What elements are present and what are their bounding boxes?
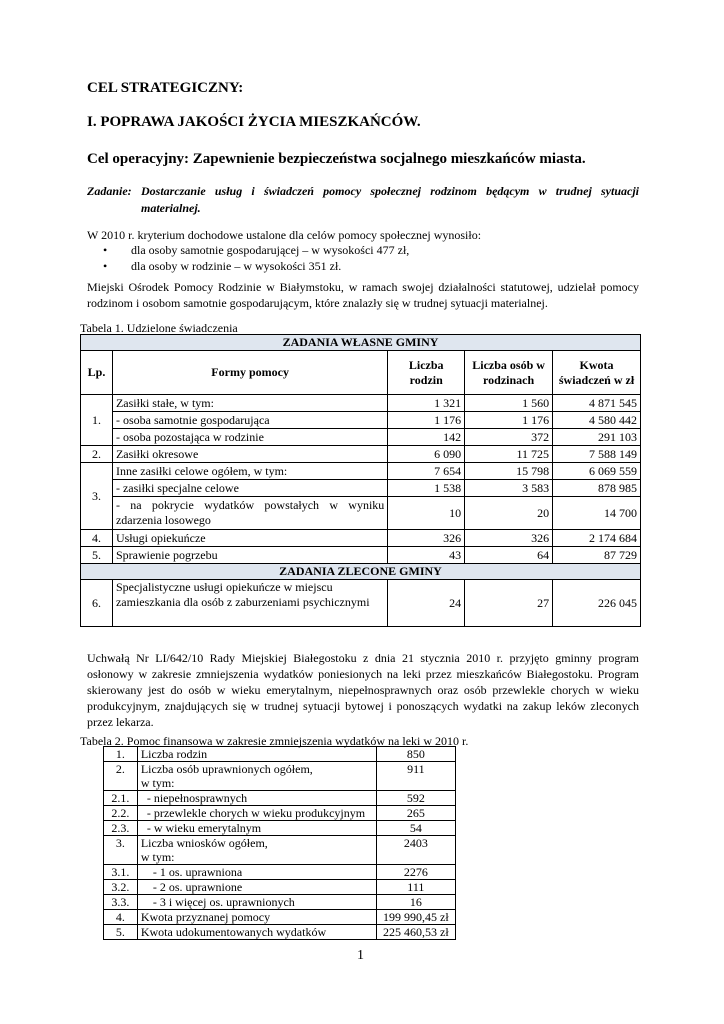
uchwala-paragraph: Uchwałą Nr LI/642/10 Rady Miejskiej Białegostoku z dnia 21 stycznia 2010 r. przyjęto gminny program osłonowy w zakresie zmniejszenia wydatków poniesionych na leki przez mieszkańców Białegostoku. Program skierowany jest do osób w wieku emerytalnym, niepełnosprawnych oraz osób przewlekle chorych w wieku produkcyjnym, znajdujących się w trudnej sytuacji bytowej i ponoszących wydatki na zakup leków zleconych przez lekarza.	[87, 651, 639, 729]
header-lp: Lp.	[81, 351, 113, 395]
row-lp: 3.	[81, 463, 113, 530]
row-persons: 1 560	[465, 395, 553, 412]
header-forms: Formy pomocy	[112, 351, 387, 395]
row-families: 24	[388, 580, 465, 627]
header-families: Liczba rodzin	[388, 351, 465, 395]
row-name: - 1 os. uprawniona	[137, 865, 376, 880]
row-persons: 64	[465, 547, 553, 564]
row-name: Liczba rodzin	[137, 747, 376, 762]
row-families: 142	[388, 429, 465, 446]
row-families: 43	[388, 547, 465, 564]
row-name: - niepełnosprawnych	[137, 791, 376, 806]
row-name-sub: w tym:	[140, 776, 175, 790]
row-lp: 1.	[81, 395, 113, 446]
row-name: - osoba pozostająca w rodzinie	[112, 429, 387, 446]
zadanie-block	[87, 183, 641, 217]
row-name: - 3 i więcej os. uprawnionych	[137, 895, 376, 910]
row-value: 850	[376, 747, 455, 762]
section-own-tasks: ZADANIA WŁASNE GMINY	[81, 335, 641, 351]
heading-priority: I. POPRAWA JAKOŚCI ŻYCIA MIESZKAŃCÓW.	[87, 114, 421, 130]
row-lp: 4.	[104, 910, 138, 925]
row-name: - zasiłki specjalne celowe	[112, 480, 387, 497]
row-value: 111	[376, 880, 455, 895]
row-amount: 87 729	[553, 547, 641, 564]
row-families: 6 090	[388, 446, 465, 463]
row-families: 7 654	[388, 463, 465, 480]
row-families: 1 538	[388, 480, 465, 497]
row-amount: 291 103	[553, 429, 641, 446]
intro-text: W 2010 r. kryterium dochodowe ustalone dla celów pomocy społecznej wynosiło:	[87, 228, 482, 242]
row-name: Zasiłki okresowe	[112, 446, 387, 463]
zadanie-label: Zadanie:	[87, 184, 132, 198]
row-amount: 2 174 684	[553, 530, 641, 547]
row-value: 199 990,45 zł	[376, 910, 455, 925]
row-name-main: Liczba wniosków ogółem,	[140, 836, 268, 850]
row-value: 265	[376, 806, 455, 821]
row-amount: 4 871 545	[553, 395, 641, 412]
row-name-main: Liczba osób uprawnionych ogółem,	[140, 762, 313, 776]
row-lp: 3.1.	[104, 865, 138, 880]
row-lp: 3.3.	[104, 895, 138, 910]
row-name: Sprawienie pogrzebu	[112, 547, 387, 564]
row-name: - przewlekle chorych w wieku produkcyjnym	[137, 806, 376, 821]
page-number: 1	[357, 948, 364, 963]
row-persons: 3 583	[465, 480, 553, 497]
mopr-paragraph: Miejski Ośrodek Pomocy Rodzinie w Białymstoku, w ramach swojej działalności statutowej, udzielał pomocy rodzinom i osobom samotnie gospodarującym, które znalazły się w trudnej sytuacji materialnej.	[87, 280, 639, 310]
medicine-aid-table	[103, 746, 456, 940]
row-families: 1 321	[388, 395, 465, 412]
row-value: 54	[376, 821, 455, 836]
section-delegated-tasks: ZADANIA ZLECONE GMINY	[81, 564, 641, 580]
row-lp: 2.	[104, 762, 138, 791]
header-persons: Liczba osób w rodzinach	[465, 351, 553, 395]
row-amount: 7 588 149	[553, 446, 641, 463]
row-value: 2403	[376, 836, 455, 865]
table1-caption: Tabela 1. Udzielone świadczenia	[80, 321, 238, 335]
header-amount: Kwota świadczeń w zł	[553, 351, 641, 395]
row-lp: 2.1.	[104, 791, 138, 806]
row-name	[137, 836, 376, 865]
row-persons: 15 798	[465, 463, 553, 480]
row-value: 911	[376, 762, 455, 791]
row-name: - osoba samotnie gospodarująca	[112, 412, 387, 429]
row-lp: 2.	[81, 446, 113, 463]
row-amount: 4 580 442	[553, 412, 641, 429]
row-amount: 878 985	[553, 480, 641, 497]
row-amount: 14 700	[553, 497, 641, 530]
row-lp: 3.2.	[104, 880, 138, 895]
row-name: - na pokrycie wydatków powstałych w wyniku zdarzenia losowego	[112, 497, 387, 530]
row-lp: 3.	[104, 836, 138, 865]
row-value: 225 460,53 zł	[376, 925, 455, 940]
row-name: - w wieku emerytalnym	[137, 821, 376, 836]
row-lp: 2.2.	[104, 806, 138, 821]
row-lp: 6.	[81, 580, 113, 627]
table2-caption: Tabela 2. Pomoc finansowa w zakresie zmniejszenia wydatków na leki w 2010 r.	[80, 734, 469, 748]
row-value: 16	[376, 895, 455, 910]
criteria-list	[103, 242, 623, 274]
heading-cel-strategiczny: CEL STRATEGICZNY:	[87, 80, 244, 96]
row-name: Zasiłki stałe, w tym:	[112, 395, 387, 412]
row-lp: 1.	[104, 747, 138, 762]
row-lp: 2.3.	[104, 821, 138, 836]
row-lp: 4.	[81, 530, 113, 547]
row-families: 10	[388, 497, 465, 530]
row-name	[137, 762, 376, 791]
row-name-sub: w tym:	[140, 850, 175, 864]
row-persons: 326	[465, 530, 553, 547]
row-families: 1 176	[388, 412, 465, 429]
row-name: Inne zasiłki celowe ogółem, w tym:	[112, 463, 387, 480]
row-name: Kwota udokumentowanych wydatków	[137, 925, 376, 940]
row-name: Usługi opiekuńcze	[112, 530, 387, 547]
row-persons: 27	[465, 580, 553, 627]
criteria-item: • dla osoby w rodzinie – w wysokości 351 zł.	[103, 258, 623, 274]
row-persons: 1 176	[465, 412, 553, 429]
benefits-table	[80, 334, 641, 627]
row-lp: 5.	[81, 547, 113, 564]
row-name: Kwota przyznanej pomocy	[137, 910, 376, 925]
row-families: 326	[388, 530, 465, 547]
row-name: - 2 os. uprawnione	[137, 880, 376, 895]
zadanie-text: Dostarczanie usług i świadczeń pomocy społecznej rodzinom będącym w trudnej sytuacji materialnej.	[141, 184, 639, 215]
row-value: 592	[376, 791, 455, 806]
row-amount: 226 045	[553, 580, 641, 627]
criteria-item: • dla osoby samotnie gospodarującej – w wysokości 477 zł,	[103, 242, 623, 258]
row-persons: 372	[465, 429, 553, 446]
row-value: 2276	[376, 865, 455, 880]
row-amount: 6 069 559	[553, 463, 641, 480]
row-persons: 11 725	[465, 446, 553, 463]
heading-cel-operacyjny: Cel operacyjny: Zapewnienie bezpieczeństwa socjalnego mieszkańców miasta.	[87, 151, 586, 167]
row-persons: 20	[465, 497, 553, 530]
row-name: Specjalistyczne usługi opiekuńcze w miejscu zamieszkania dla osób z zaburzeniami psychicznymi	[112, 580, 387, 627]
row-lp: 5.	[104, 925, 138, 940]
